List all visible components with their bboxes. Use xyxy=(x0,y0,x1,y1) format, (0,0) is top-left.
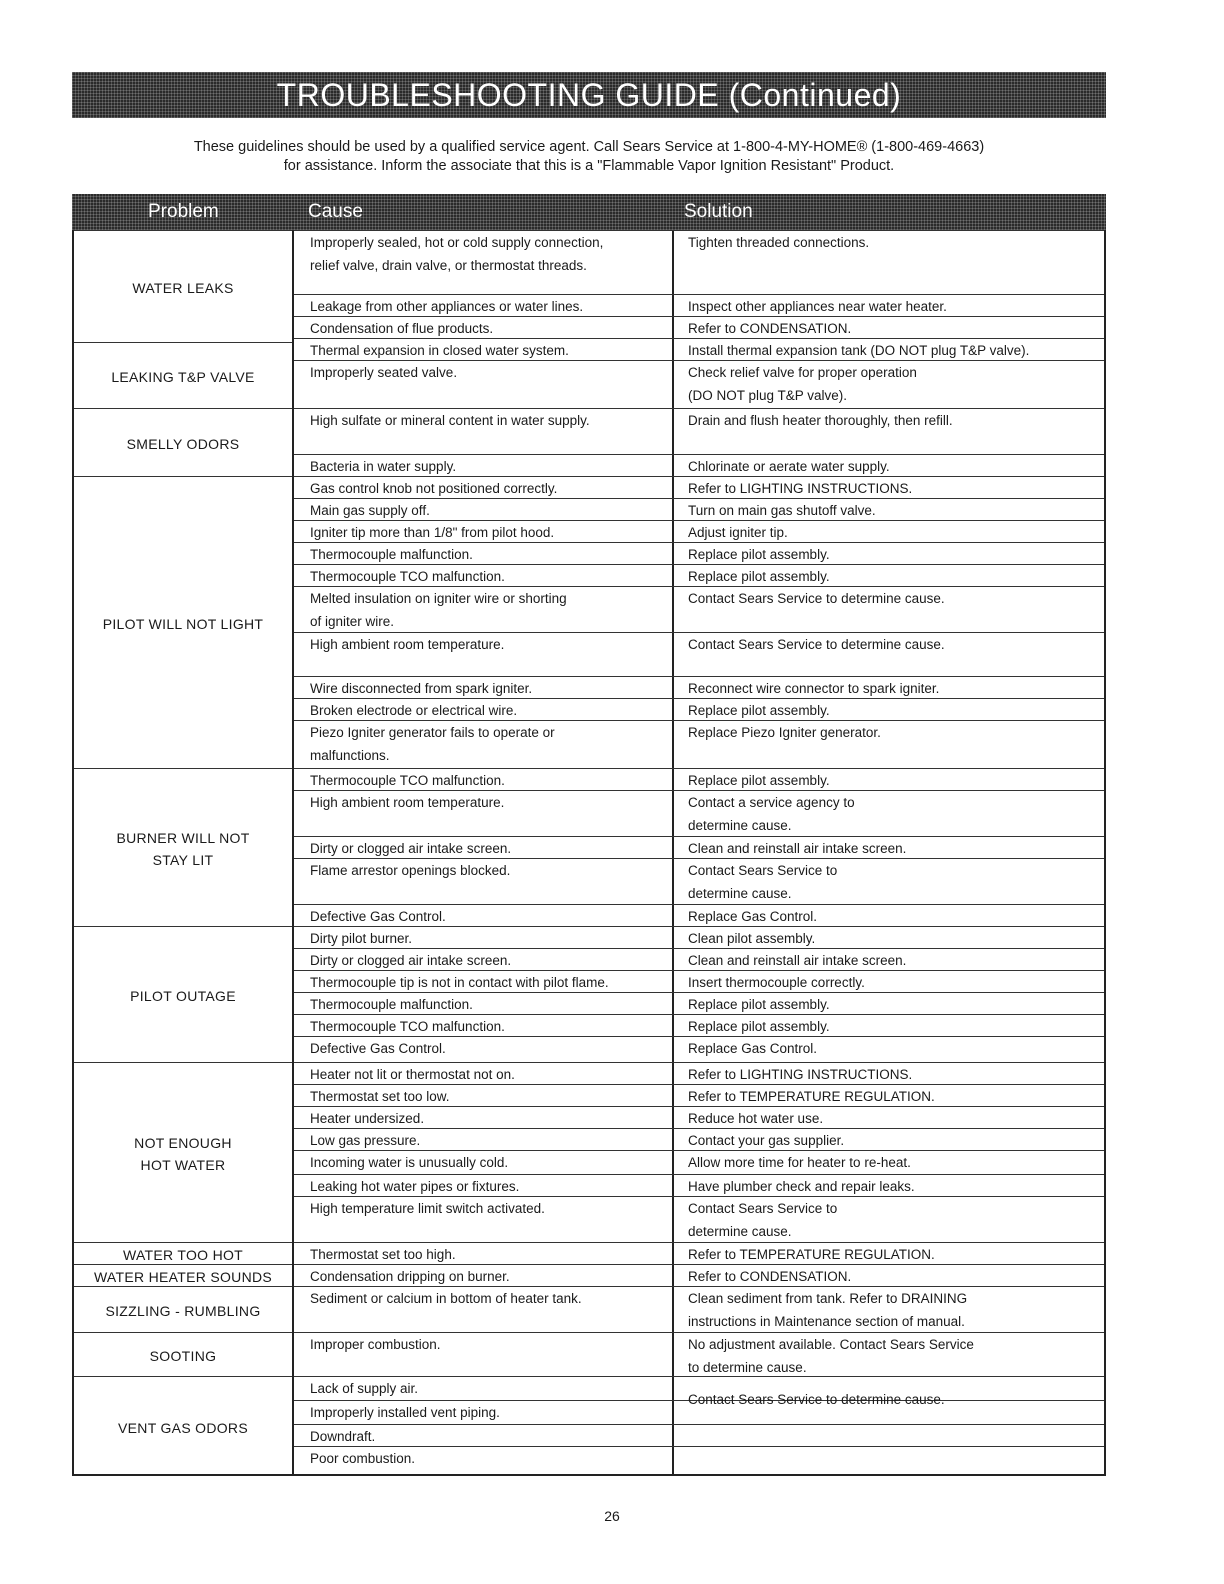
table-row xyxy=(294,1332,1104,1376)
table-row xyxy=(294,1036,1104,1062)
solution-cell: Tighten threaded connections. xyxy=(688,235,870,250)
cause-cell: Condensation dripping on burner. xyxy=(310,1269,510,1284)
solution-cell: Replace Piezo Igniter generator. xyxy=(688,725,881,740)
solution-cell: Clean and reinstall air intake screen. xyxy=(688,841,907,856)
solution-cell: Refer to TEMPERATURE REGULATION. xyxy=(688,1089,935,1104)
solution-cell: Contact Sears Service to determine cause. xyxy=(688,591,945,606)
cause-cell: Defective Gas Control. xyxy=(310,1041,446,1056)
table-row xyxy=(294,316,1104,338)
table-row xyxy=(294,632,1104,676)
solution-cell: No adjustment available. Contact Sears Service to determine cause. xyxy=(688,1337,974,1375)
cause-cell: Defective Gas Control. xyxy=(310,909,446,924)
problem-label: PILOT OUTAGE xyxy=(74,926,292,1062)
table-row xyxy=(294,1062,1104,1084)
cause-cell: Piezo Igniter generator fails to operate or malfunctions. xyxy=(310,725,555,763)
page-title: TROUBLESHOOTING GUIDE (Continued) xyxy=(276,76,902,113)
header-solution: Solution xyxy=(684,201,753,222)
table-row xyxy=(294,926,1104,948)
cause-cell: Main gas supply off. xyxy=(310,503,430,518)
cause-cell: High sulfate or mineral content in water supply. xyxy=(310,413,590,428)
solution-cell: Contact Sears Service to determine cause. xyxy=(688,1201,838,1239)
solution-cell: Replace pilot assembly. xyxy=(688,703,830,718)
cause-cell: Flame arrestor openings blocked. xyxy=(310,863,511,878)
solution-cell: Contact your gas supplier. xyxy=(688,1133,845,1148)
intro-text xyxy=(72,138,1106,176)
solution-cell: Inspect other appliances near water heater. xyxy=(688,299,947,314)
solution-cell: Refer to LIGHTING INSTRUCTIONS. xyxy=(688,1067,913,1082)
problem-label: SIZZLING - RUMBLING xyxy=(74,1286,292,1332)
table-row xyxy=(294,836,1104,858)
cause-cell: Leaking hot water pipes or fixtures. xyxy=(310,1179,520,1194)
solution-cell: Refer to LIGHTING INSTRUCTIONS. xyxy=(688,481,913,496)
solution-cell: Reconnect wire connector to spark igniter. xyxy=(688,681,940,696)
cause-cell: Broken electrode or electrical wire. xyxy=(310,703,518,718)
table-row xyxy=(294,1446,1104,1476)
solution-cell: Contact Sears Service to determine cause. xyxy=(688,863,838,901)
problem-label: LEAKING T&P VALVE xyxy=(74,342,292,408)
table-row xyxy=(294,1264,1104,1286)
solution-cell: Insert thermocouple correctly. xyxy=(688,975,865,990)
table-row xyxy=(294,294,1104,316)
table-row xyxy=(294,542,1104,564)
cause-cell: Wire disconnected from spark igniter. xyxy=(310,681,533,696)
table-row xyxy=(294,1106,1104,1128)
table-row xyxy=(294,476,1104,498)
solution-cell: Refer to TEMPERATURE REGULATION. xyxy=(688,1247,935,1262)
problem-label: NOT ENOUGH HOT WATER xyxy=(74,1062,292,1242)
solution-cell: Turn on main gas shutoff valve. xyxy=(688,503,876,518)
cause-cell: Thermostat set too high. xyxy=(310,1247,456,1262)
table-row xyxy=(294,904,1104,926)
solution-cell: Replace pilot assembly. xyxy=(688,1019,830,1034)
table-row xyxy=(294,1424,1104,1446)
cause-cell: Poor combustion. xyxy=(310,1451,416,1466)
problem-label: PILOT WILL NOT LIGHT xyxy=(74,476,292,768)
solution-cell: Install thermal expansion tank (DO NOT plug T&P valve). xyxy=(688,343,1030,358)
solution-cell: Contact Sears Service to determine cause. xyxy=(688,637,945,652)
troubleshooting-table xyxy=(72,230,1106,1476)
cause-cell: Thermocouple malfunction. xyxy=(310,547,473,562)
solution-cell: Have plumber check and repair leaks. xyxy=(688,1179,915,1194)
table-row xyxy=(294,1196,1104,1242)
cause-cell: Gas control knob not positioned correctly. xyxy=(310,481,558,496)
page-number: 26 xyxy=(604,1508,620,1524)
solution-cell: Allow more time for heater to re-heat. xyxy=(688,1155,911,1170)
table-row xyxy=(294,360,1104,408)
table-row xyxy=(294,408,1104,454)
cause-cell: Thermocouple TCO malfunction. xyxy=(310,569,505,584)
cause-cell: Thermal expansion in closed water system. xyxy=(310,343,569,358)
table-row xyxy=(294,858,1104,904)
cause-cell: Improperly sealed, hot or cold supply connection, relief valve, drain valve, or thermostat threads. xyxy=(310,235,604,273)
intro-line-2: for assistance. Inform the associate that this is a "Flammable Vapor Ignition Resistant" Product. xyxy=(283,158,895,174)
cause-cell: Incoming water is unusually cold. xyxy=(310,1155,509,1170)
table-row xyxy=(294,1392,1104,1424)
cause-cell: Thermocouple malfunction. xyxy=(310,997,473,1012)
table-row xyxy=(294,1286,1104,1332)
solution-cell: Clean and reinstall air intake screen. xyxy=(688,953,907,968)
table-row xyxy=(294,1014,1104,1036)
solution-cell: Reduce hot water use. xyxy=(688,1111,824,1126)
table-row xyxy=(294,1242,1104,1264)
table-row xyxy=(294,564,1104,586)
solution-cell: Clean sediment from tank. Refer to DRAINING instructions in Maintenance section of manual. xyxy=(688,1291,968,1329)
cause-cell: Heater not lit or thermostat not on. xyxy=(310,1067,515,1082)
table-row xyxy=(294,970,1104,992)
cause-cell: Thermocouple TCO malfunction. xyxy=(310,1019,505,1034)
table-row xyxy=(294,338,1104,360)
cause-cell: Dirty pilot burner. xyxy=(310,931,413,946)
problem-label: WATER HEATER SOUNDS xyxy=(74,1264,292,1286)
solution-cell: Contact a service agency to determine cause. xyxy=(688,795,855,833)
cause-cell: Improperly seated valve. xyxy=(310,365,458,380)
problem-label: SOOTING xyxy=(74,1332,292,1376)
solution-cell: Drain and flush heater thoroughly, then refill. xyxy=(688,413,953,428)
table-row xyxy=(294,1084,1104,1106)
table-row xyxy=(294,520,1104,542)
solution-cell: Replace pilot assembly. xyxy=(688,773,830,788)
cause-cell: High ambient room temperature. xyxy=(310,795,505,810)
problem-label: WATER TOO HOT xyxy=(74,1242,292,1264)
cause-cell: Condensation of flue products. xyxy=(310,321,494,336)
cause-cell: Dirty or clogged air intake screen. xyxy=(310,953,512,968)
solution-cell: Clean pilot assembly. xyxy=(688,931,816,946)
problem-label: WATER LEAKS xyxy=(74,230,292,342)
problem-label: SMELLY ODORS xyxy=(74,408,292,476)
problem-label: VENT GAS ODORS xyxy=(74,1376,292,1476)
cause-cell: Thermocouple TCO malfunction. xyxy=(310,773,505,788)
cause-cell: Improper combustion. xyxy=(310,1337,441,1352)
solution-cell: Chlorinate or aerate water supply. xyxy=(688,459,890,474)
table-row xyxy=(294,1174,1104,1196)
cause-cell: Lack of supply air. xyxy=(310,1381,419,1396)
table-row xyxy=(294,1128,1104,1150)
table-row xyxy=(294,992,1104,1014)
cause-cell: Low gas pressure. xyxy=(310,1133,421,1148)
table-row xyxy=(294,720,1104,768)
solution-cell: Replace pilot assembly. xyxy=(688,547,830,562)
table-row xyxy=(294,698,1104,720)
table-row xyxy=(294,586,1104,632)
table-row xyxy=(294,454,1104,476)
problem-label: BURNER WILL NOT STAY LIT xyxy=(74,768,292,926)
cause-cell: Igniter tip more than 1/8" from pilot hood. xyxy=(310,525,555,540)
cause-cell: Sediment or calcium in bottom of heater tank. xyxy=(310,1291,582,1306)
table-row xyxy=(294,498,1104,520)
solution-cell: Replace pilot assembly. xyxy=(688,569,830,584)
cause-cell: Improperly installed vent piping. xyxy=(310,1405,500,1420)
header-cause: Cause xyxy=(308,201,363,222)
solution-cell: Refer to CONDENSATION. xyxy=(688,1269,852,1284)
cause-cell: Leakage from other appliances or water lines. xyxy=(310,299,584,314)
cause-cell: Heater undersized. xyxy=(310,1111,425,1126)
table-row xyxy=(294,230,1104,294)
solution-cell: Contact Sears Service to determine cause. xyxy=(688,1392,945,1407)
solution-cell: Replace Gas Control. xyxy=(688,909,818,924)
cause-cell: Bacteria in water supply. xyxy=(310,459,457,474)
cause-cell: Downdraft. xyxy=(310,1429,376,1444)
cause-cell: High temperature limit switch activated. xyxy=(310,1201,545,1216)
header-problem: Problem xyxy=(148,201,219,222)
table-row xyxy=(294,768,1104,790)
solution-cell: Check relief valve for proper operation (DO NOT plug T&P valve). xyxy=(688,365,917,403)
solution-cell: Replace pilot assembly. xyxy=(688,997,830,1012)
solution-cell: Replace Gas Control. xyxy=(688,1041,818,1056)
table-header xyxy=(72,194,1106,230)
cause-cell: Dirty or clogged air intake screen. xyxy=(310,841,512,856)
cause-cell: Melted insulation on igniter wire or shorting of igniter wire. xyxy=(310,591,567,629)
cause-cell: High ambient room temperature. xyxy=(310,637,505,652)
intro-line-1: These guidelines should be used by a qualified service agent. Call Sears Service at 1-800-4-MY-HOME® (1-800-469-4663) xyxy=(193,139,985,155)
solution-cell: Refer to CONDENSATION. xyxy=(688,321,852,336)
solution-cell: Adjust igniter tip. xyxy=(688,525,788,540)
cause-cell: Thermostat set too low. xyxy=(310,1089,450,1104)
table-row xyxy=(294,1150,1104,1174)
table-row xyxy=(294,790,1104,836)
table-row xyxy=(294,948,1104,970)
title-banner xyxy=(72,72,1106,118)
cause-cell: Thermocouple tip is not in contact with pilot flame. xyxy=(310,975,609,990)
table-row xyxy=(294,676,1104,698)
